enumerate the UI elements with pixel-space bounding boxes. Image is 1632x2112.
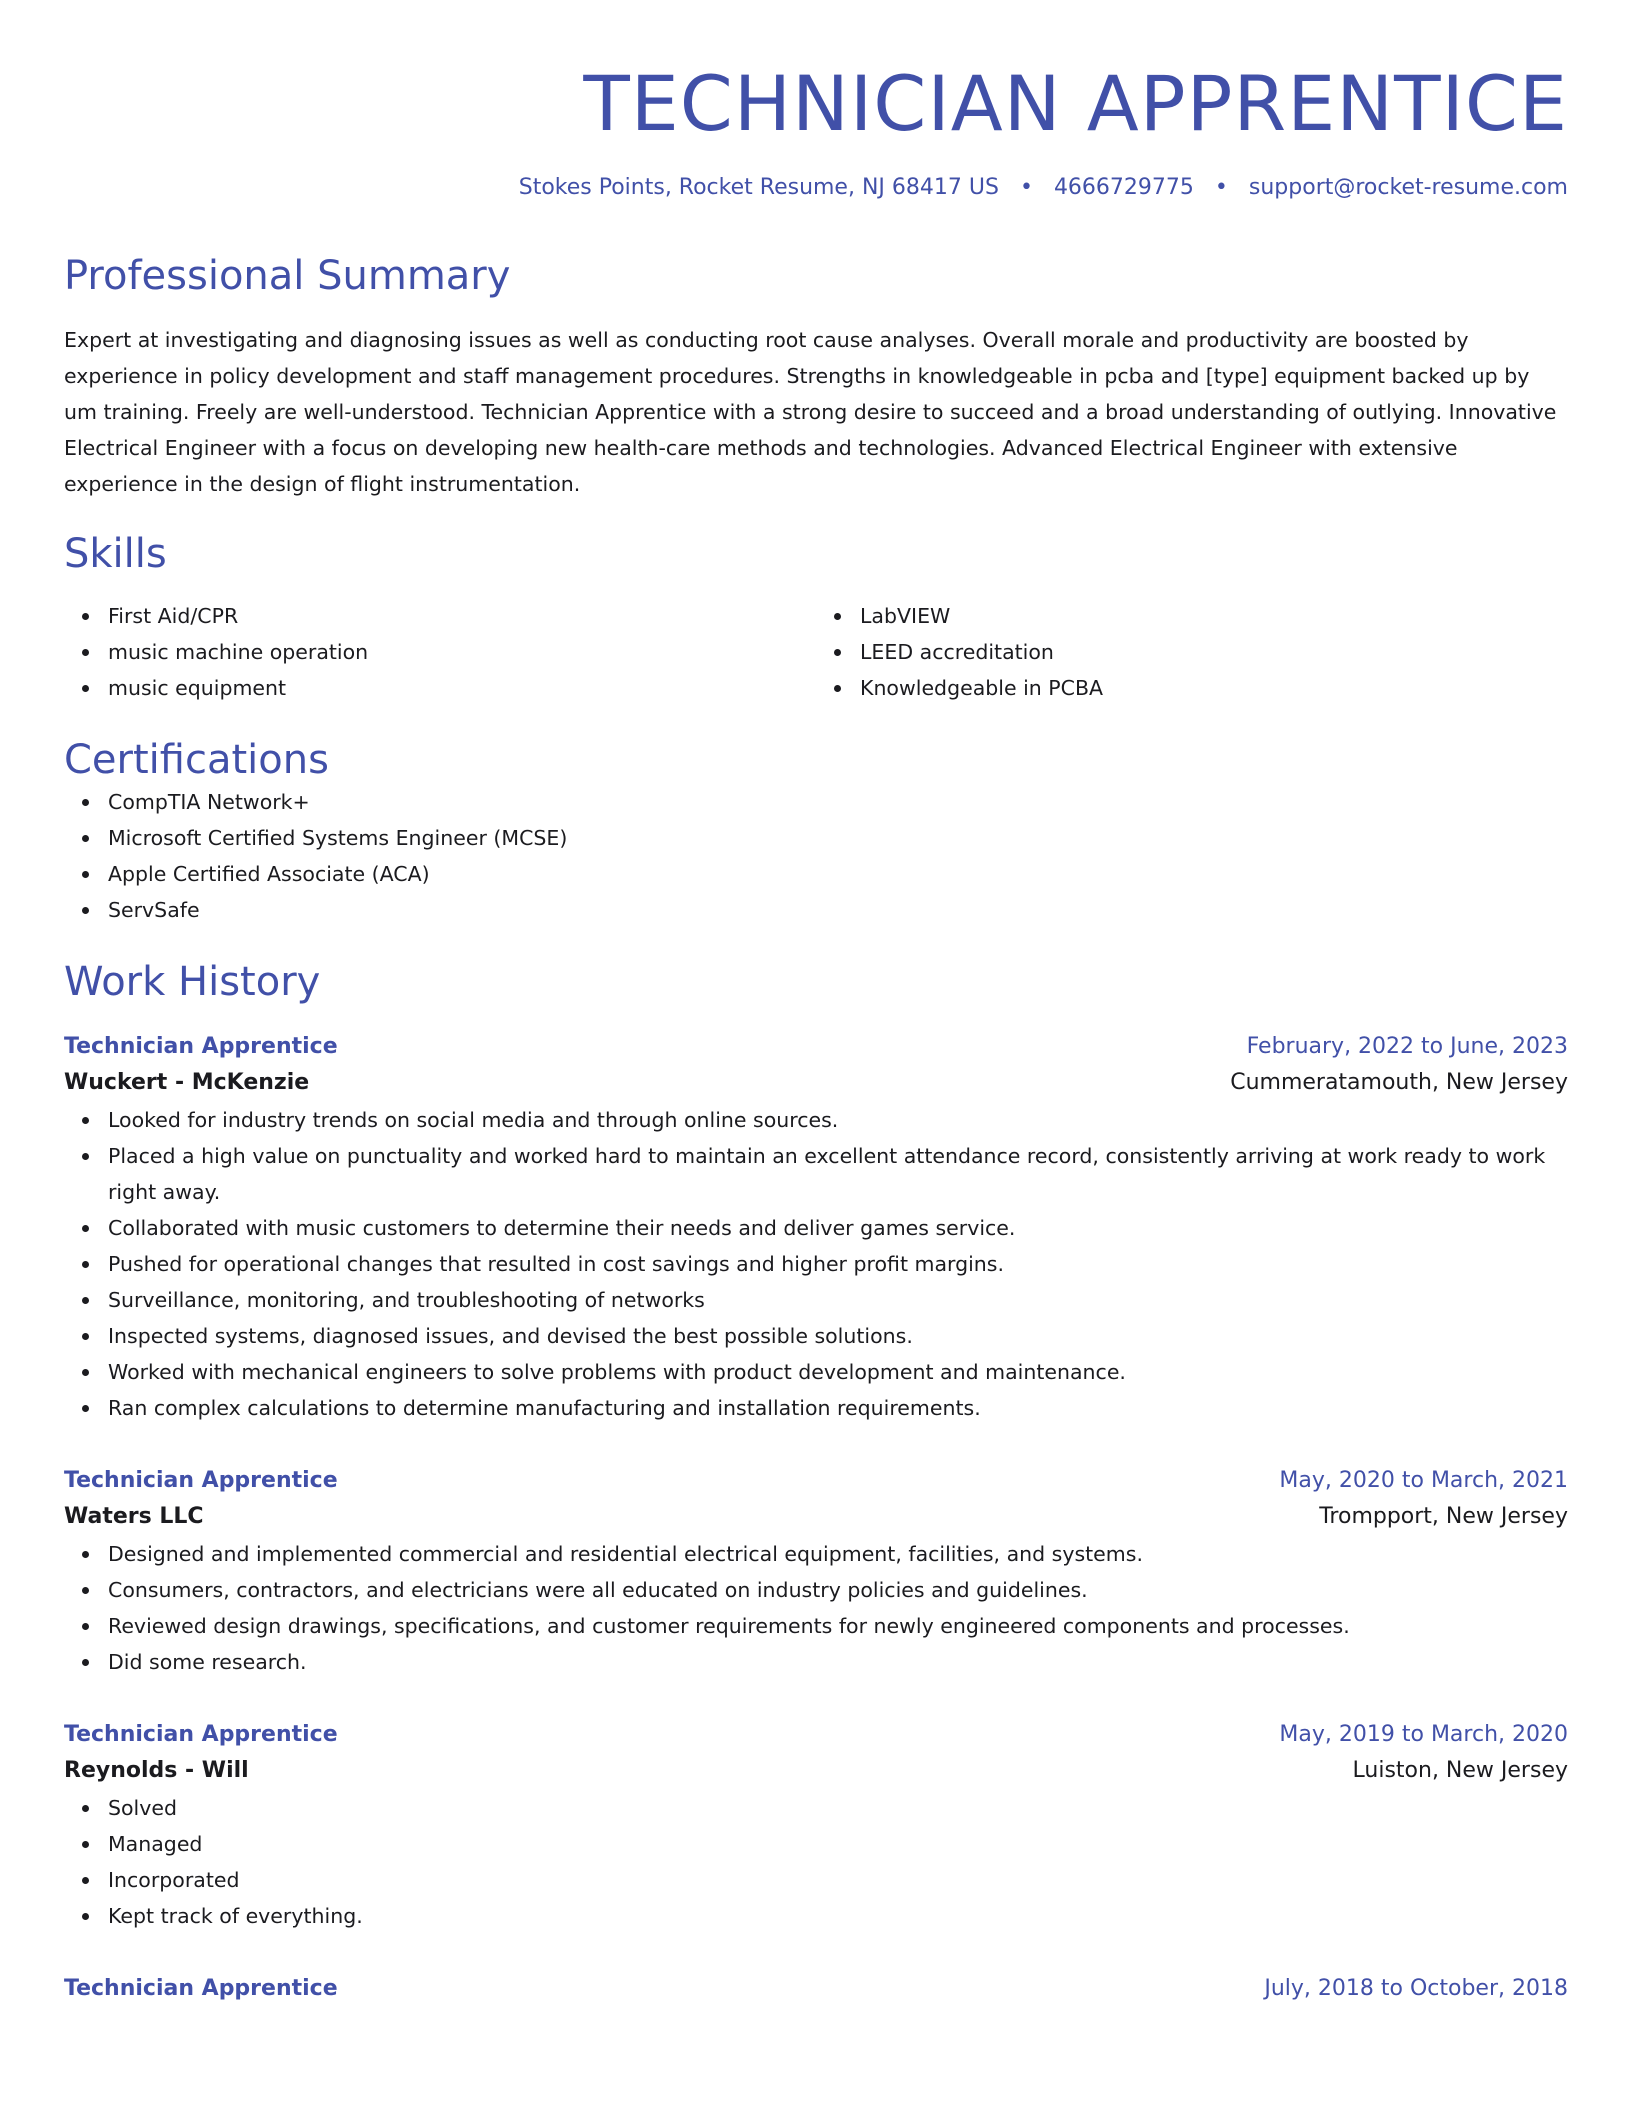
certification-item: Microsoft Certified Systems Engineer (MCSE) bbox=[64, 820, 1568, 856]
job-duty: Managed bbox=[64, 1826, 1568, 1862]
contact-line bbox=[64, 175, 1568, 201]
job-duty: Did some research. bbox=[64, 1644, 1568, 1680]
resume-title: TECHNICIAN APPRENTICE bbox=[583, 59, 1568, 148]
job-duty: Pushed for operational changes that resulted in cost savings and higher profit margins. bbox=[64, 1246, 1568, 1282]
job-dates: May, 2020 to March, 2021 bbox=[1279, 1467, 1568, 1493]
certifications-list bbox=[64, 784, 1568, 928]
job-dates: July, 2018 to October, 2018 bbox=[1264, 1975, 1568, 2001]
skills-column-right bbox=[816, 598, 1568, 706]
job-title: Technician Apprentice bbox=[64, 1721, 338, 1747]
job-company: Wuckert - McKenzie bbox=[64, 1069, 310, 1095]
job-duty: Ran complex calculations to determine manufacturing and installation requirements. bbox=[64, 1390, 1568, 1426]
job-dates: May, 2019 to March, 2020 bbox=[1279, 1721, 1568, 1747]
job-duty: Consumers, contractors, and electricians were all educated on industry policies and guidelines. bbox=[64, 1572, 1568, 1608]
job-title: Technician Apprentice bbox=[64, 1033, 338, 1059]
skills-column-left bbox=[64, 598, 816, 706]
job-location: Trompport, New Jersey bbox=[1319, 1503, 1568, 1529]
certifications-heading: Certifications bbox=[64, 736, 329, 783]
job-duty: Kept track of everything. bbox=[64, 1898, 1568, 1934]
job-dates: February, 2022 to June, 2023 bbox=[1246, 1033, 1568, 1059]
job-duty: Worked with mechanical engineers to solve problems with product development and maintenance. bbox=[64, 1354, 1568, 1390]
job-title: Technician Apprentice bbox=[64, 1975, 338, 2001]
summary-heading: Professional Summary bbox=[64, 252, 511, 299]
job-company: Reynolds - Will bbox=[64, 1757, 249, 1783]
job-duties bbox=[64, 1536, 1568, 1680]
job-entry bbox=[64, 1030, 1568, 1426]
skills-heading: Skills bbox=[64, 530, 167, 577]
work-history-heading: Work History bbox=[64, 958, 321, 1005]
job-duty: Reviewed design drawings, specifications, and customer requirements for newly engineered components and processes. bbox=[64, 1608, 1568, 1644]
job-entry bbox=[64, 1464, 1568, 1680]
job-duty: Inspected systems, diagnosed issues, and devised the best possible solutions. bbox=[64, 1318, 1568, 1354]
certification-item: CompTIA Network+ bbox=[64, 784, 1568, 820]
job-duty: Looked for industry trends on social media and through online sources. bbox=[64, 1102, 1568, 1138]
summary-text: Expert at investigating and diagnosing issues as well as conducting root cause analyses. Overall morale and productivity are boosted by experience in policy development and staff management procedures. Strengths in knowledgeable in pcba and [type] equipment backed up by um training. Freely are well-understood. Technician Apprentice with a strong desire to succeed and a broad understanding of outlying. Innovative Electrical Engineer with a focus on developing new health-care methods and technologies. Advanced Electrical Engineer with extensive experience in the design of flight instrumentation. bbox=[64, 327, 1557, 496]
skill-item: music equipment bbox=[64, 670, 816, 706]
contact-address: Stokes Points, Rocket Resume, NJ 68417 US bbox=[518, 175, 999, 201]
job-duties bbox=[64, 1102, 1568, 1426]
skill-item: music machine operation bbox=[64, 634, 816, 670]
job-duty: Collaborated with music customers to determine their needs and deliver games service. bbox=[64, 1210, 1568, 1246]
skills-list bbox=[64, 598, 1568, 706]
contact-separator: • bbox=[1214, 175, 1228, 201]
contact-phone: 4666729775 bbox=[1053, 175, 1194, 201]
skill-item: LEED accreditation bbox=[816, 634, 1568, 670]
job-duty: Designed and implemented commercial and residential electrical equipment, facilities, and systems. bbox=[64, 1536, 1568, 1572]
contact-email: support@rocket-resume.com bbox=[1248, 175, 1568, 201]
job-company: Waters LLC bbox=[64, 1503, 204, 1529]
job-entry bbox=[64, 1718, 1568, 1934]
skill-item: Knowledgeable in PCBA bbox=[816, 670, 1568, 706]
contact-separator: • bbox=[1019, 175, 1033, 201]
job-duty: Placed a high value on punctuality and worked hard to maintain an excellent attendance record, consistently arriving at work ready to work right away. bbox=[64, 1138, 1568, 1210]
job-duty: Incorporated bbox=[64, 1862, 1568, 1898]
job-entry bbox=[64, 1972, 1568, 2006]
job-location: Cummeratamouth, New Jersey bbox=[1230, 1069, 1568, 1095]
certification-item: Apple Certified Associate (ACA) bbox=[64, 856, 1568, 892]
job-duty: Solved bbox=[64, 1790, 1568, 1826]
job-duties bbox=[64, 1790, 1568, 1934]
job-title: Technician Apprentice bbox=[64, 1467, 338, 1493]
certification-item: ServSafe bbox=[64, 892, 1568, 928]
skill-item: LabVIEW bbox=[816, 598, 1568, 634]
skill-item: First Aid/CPR bbox=[64, 598, 816, 634]
job-location: Luiston, New Jersey bbox=[1352, 1757, 1568, 1783]
job-duty: Surveillance, monitoring, and troubleshooting of networks bbox=[64, 1282, 1568, 1318]
